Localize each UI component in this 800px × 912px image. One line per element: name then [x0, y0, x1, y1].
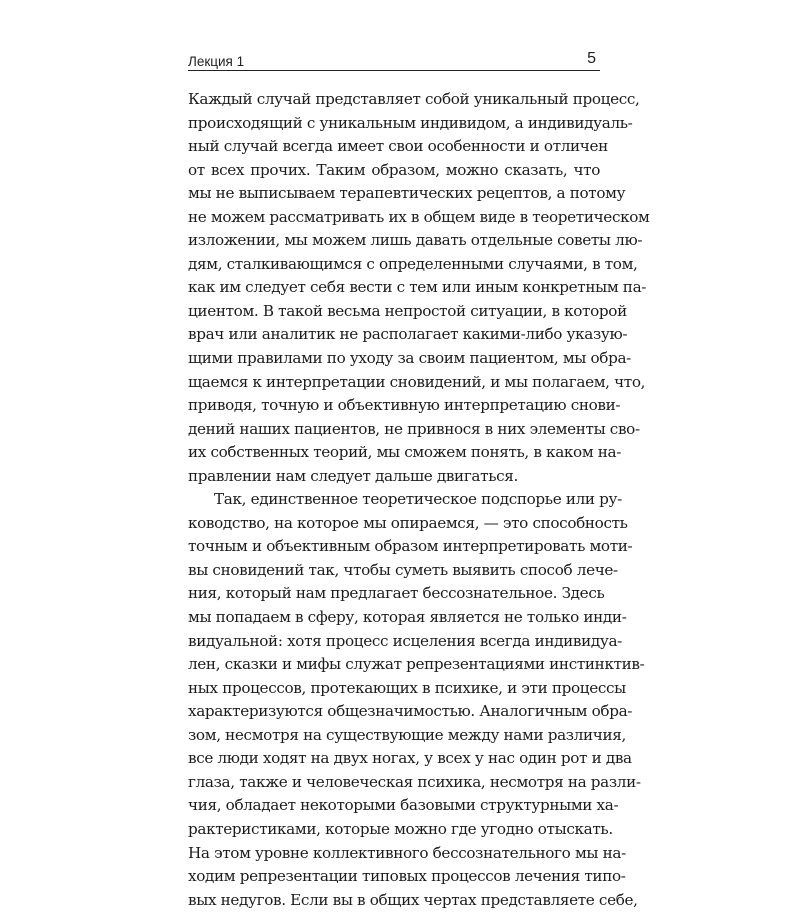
text-line: щаемся к интерпретации сновидений, и мы полагаем, что,	[188, 372, 646, 391]
text-line: ния, который нам предлагает бессознательное. Здесь	[188, 584, 605, 603]
text-line: зом, несмотря на существующие между нами различия,	[188, 725, 626, 744]
running-header	[188, 52, 600, 71]
text-line: от всех прочих. Таким образом, можно сказать, что	[188, 160, 600, 179]
page-body	[188, 88, 650, 912]
text-line: вых недугов. Если вы в общих чертах представляете себе,	[188, 890, 638, 909]
text-line: Каждый случай представляет собой уникальный процесс,	[188, 90, 640, 108]
text-line: ходим репрезентации типовых процессов лечения типо-	[188, 867, 626, 886]
text-line: как им следует себя вести с тем или иным конкретным па-	[188, 278, 647, 297]
text-line: ководство, на которое мы опираемся, — это способность	[188, 513, 628, 532]
text-line: их собственных теорий, мы сможем понять, в каком на-	[188, 443, 622, 462]
text-line: правлении нам следует дальше двигаться.	[188, 466, 518, 485]
text-line: На этом уровне коллективного бессознательного мы на-	[188, 843, 626, 862]
text-line: рактеристиками, которые можно где угодно отыскать.	[188, 819, 613, 838]
paragraph	[188, 88, 650, 488]
text-line: щими правилами по уходу за своим пациентом, мы обра-	[188, 349, 631, 368]
text-line: ный случай всегда имеет свои особенности и отличен	[188, 137, 608, 156]
text-line: изложении, мы можем лишь давать отдельные советы лю-	[188, 231, 643, 250]
text-line: мы не выписываем терапевтических рецептов, а потому	[188, 184, 626, 203]
text-line: мы попадаем в сферу, которая является не только инди-	[188, 608, 627, 627]
text-line: не можем рассматривать их в общем виде в теоретическом	[188, 207, 650, 226]
text-line: циентом. В такой весьма непростой ситуации, в которой	[188, 301, 627, 320]
text-line: чия, обладает некоторыми базовыми структурными ха-	[188, 796, 619, 815]
text-line: точным и объективным образом интерпретировать моти-	[188, 537, 633, 556]
page-number: 5	[587, 50, 596, 67]
text-line: глаза, также и человеческая психика, несмотря на разли-	[188, 772, 641, 791]
text-line: видуальной: хотя процесс исцеления всегда индивидуа-	[188, 631, 622, 650]
text-line: ных процессов, протекающих в психике, и эти процессы	[188, 678, 626, 697]
text-line: Так, единственное теоретическое подспорье или ру-	[214, 490, 622, 509]
text-line: вы сновидений так, чтобы суметь выявить способ лече-	[188, 560, 618, 579]
text-line: приводя, точную и объективную интерпретацию снови-	[188, 396, 621, 415]
text-line: происходящий с уникальным индивидом, а индивидуаль-	[188, 113, 633, 132]
text-line: врач или аналитик не располагает какими-либо указую-	[188, 325, 628, 344]
text-line: дений наших пациентов, не привнося в них элементы сво-	[188, 419, 640, 438]
text-line: характеризуются общезначимостью. Аналогичным обра-	[188, 702, 633, 721]
text-line: лен, сказки и мифы служат репрезентациями инстинктив-	[188, 655, 645, 674]
text-line: дям, сталкивающимся с определенными случаями, в том,	[188, 254, 638, 273]
chapter-title: Лекция 1	[188, 54, 245, 69]
paragraph	[188, 488, 645, 912]
text-line: все люди ходят на двух ногах, у всех у нас один рот и два	[188, 749, 632, 768]
